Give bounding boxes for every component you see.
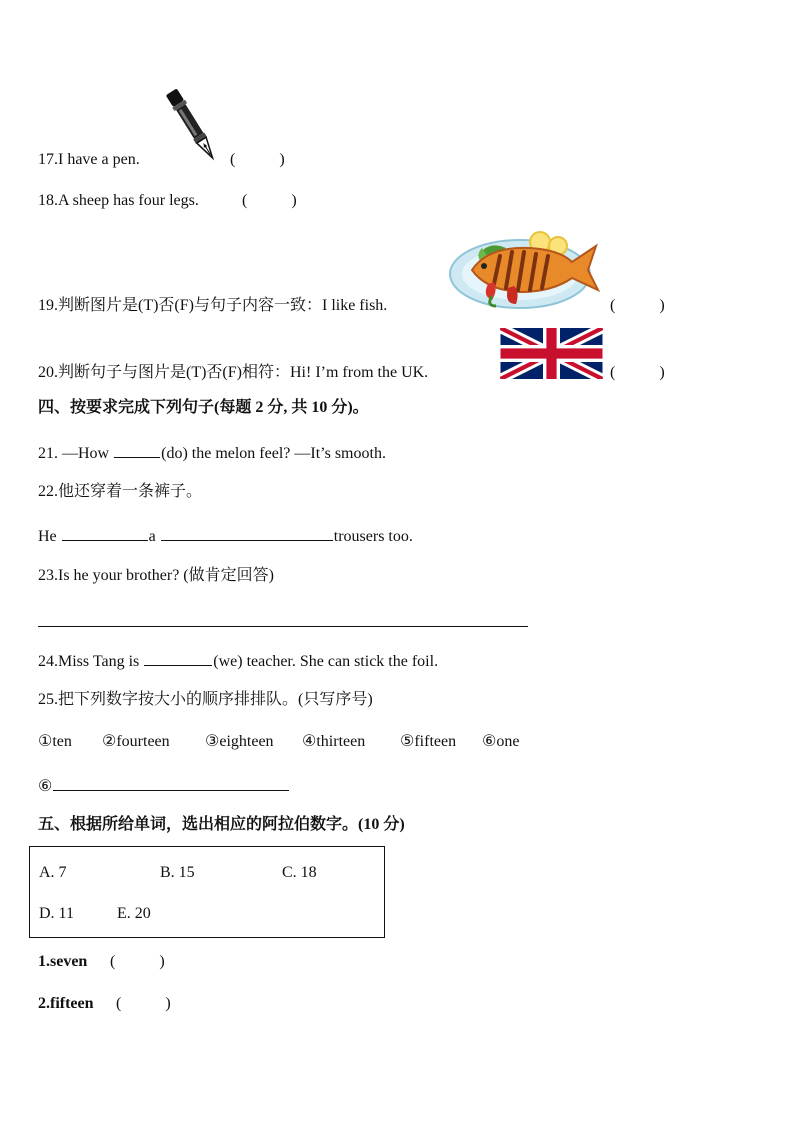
question-24	[38, 649, 438, 672]
section5-answer-paren-1[interactable]: ( )	[110, 953, 165, 970]
section-4-heading: 四、按要求完成下列句子(每题 2 分, 共 10 分)。	[38, 399, 369, 416]
question-21	[38, 441, 386, 464]
question-18: 18.A sheep has four legs.	[38, 192, 199, 209]
question-20: 20.判断句子与图片是(T)否(F)相符：Hi! I’m from the UK.	[38, 364, 429, 381]
q25-item-2: ②fourteen	[102, 733, 170, 750]
q25-item-6: ⑥one	[482, 733, 520, 750]
answer-line-23[interactable]	[38, 626, 528, 627]
question-22-part2: a	[148, 528, 160, 545]
question-22-prompt: 22.他还穿着一条裤子。	[38, 483, 203, 500]
answer-paren-20[interactable]: ( )	[610, 364, 665, 381]
uk-flag-image	[500, 328, 603, 379]
question-21-part1: 21. —How	[38, 445, 114, 462]
question-25-answer	[38, 774, 290, 797]
options-box	[29, 846, 385, 938]
answer-blank-22b[interactable]	[161, 524, 333, 541]
section-5-heading: 五、根据所给单词，选出相应的阿拉伯数字。(10 分)	[38, 816, 405, 833]
option-b: B. 15	[160, 864, 195, 881]
option-d: D. 11	[39, 905, 74, 922]
question-24-part2: (we) teacher. She can stick the foil.	[213, 653, 439, 670]
question-25: 25.把下列数字按大小的顺序排排队。(只写序号)	[38, 691, 373, 708]
question-22	[38, 524, 413, 547]
question-24-part1: 24.Miss Tang is	[38, 653, 144, 670]
option-a: A. 7	[39, 864, 67, 881]
answer-paren-18[interactable]: ( )	[242, 192, 297, 209]
question-17: 17.I have a pen.	[38, 151, 140, 168]
answer-blank-25[interactable]	[53, 774, 289, 791]
section5-answer-paren-2[interactable]: ( )	[116, 995, 171, 1012]
q25-item-5: ⑤fifteen	[400, 733, 457, 750]
q25-item-3: ③eighteen	[205, 733, 274, 750]
pen-image	[160, 84, 224, 168]
question-21-part2: (do) the melon feel? —It’s smooth.	[161, 445, 386, 462]
fish-plate-image	[448, 226, 602, 312]
answer-blank-21[interactable]	[114, 441, 160, 458]
q25-item-4: ④thirteen	[302, 733, 366, 750]
question-22-part3: trousers too.	[333, 528, 413, 545]
section5-question-1: 1.seven	[38, 953, 88, 970]
answer-blank-24[interactable]	[144, 649, 212, 666]
option-e: E. 20	[117, 905, 151, 922]
answer-paren-17[interactable]: ( )	[230, 151, 285, 168]
answer-paren-19[interactable]: ( )	[610, 297, 665, 314]
question-19: 19.判断图片是(T)否(F)与句子内容一致：I like fish.	[38, 297, 388, 314]
option-c: C. 18	[282, 864, 317, 881]
answer-blank-22a[interactable]	[62, 524, 148, 541]
q25-item-1: ①ten	[38, 733, 72, 750]
question-22-part1: He	[38, 528, 61, 545]
question-23: 23.Is he your brother? (做肯定回答)	[38, 567, 274, 584]
q25-answer-prefix: ⑥	[38, 778, 53, 795]
section5-question-2: 2.fifteen	[38, 995, 94, 1012]
